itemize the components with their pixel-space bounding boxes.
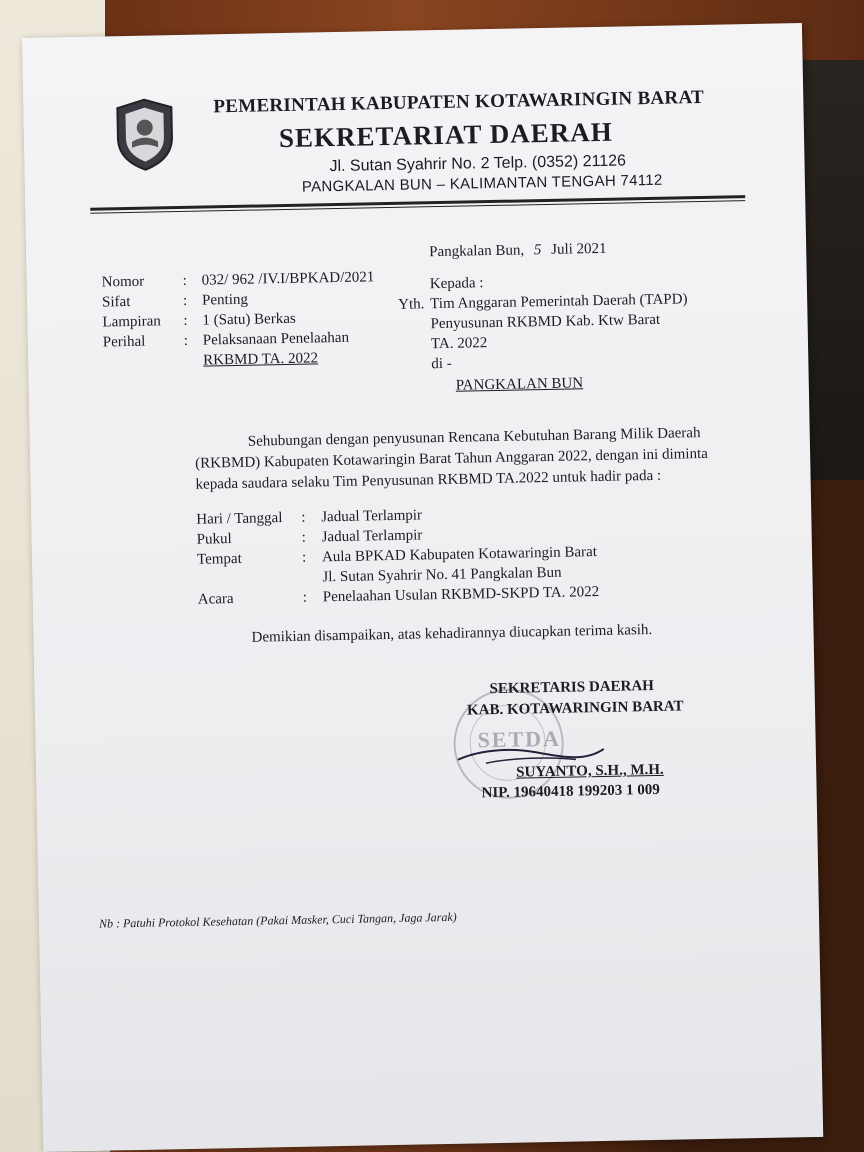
meta-nomor-label: Nomor: [101, 273, 145, 291]
signature-nip: NIP. 19640418 199203 1 009: [481, 781, 660, 802]
schedule-label: Tempat: [196, 550, 242, 568]
colon: :: [183, 312, 188, 329]
letterhead-address: Jl. Sutan Syahrir No. 2 Telp. (0352) 21126: [329, 152, 627, 176]
recipient-line-2: Penyusunan RKBMD Kab. Ktw Barat: [430, 311, 661, 333]
recipient-di: di -: [431, 355, 452, 373]
schedule-value: Jadual Terlampir: [321, 527, 423, 546]
meta-lampiran-label: Lampiran: [102, 313, 161, 331]
body-line-3: kepada saudara selaku Tim Penyusunan RKBMD TA.2022 untuk hadir pada :: [195, 467, 662, 493]
recipient-line-3: TA. 2022: [430, 335, 488, 353]
signature-title-2: KAB. KOTAWARINGIN BARAT: [466, 698, 684, 719]
meta-sifat-label: Sifat: [101, 293, 131, 311]
closing-text: Demikian disampaikan, atas kehadirannya diucapkan terima kasih.: [251, 622, 653, 646]
letter-date: [429, 241, 607, 261]
recipient-line-1: Tim Anggaran Pemerintah Daerah (TAPD): [430, 291, 688, 313]
signature-title-1: SEKRETARIS DAERAH: [489, 677, 655, 698]
colon: :: [182, 292, 188, 309]
colon: :: [182, 272, 188, 289]
schedule-value: Jadual Terlampir: [321, 507, 423, 526]
signature-name: SUYANTO, S.H., M.H.: [516, 761, 664, 781]
body-line-1: Sehubungan dengan penyusunan Rencana Kebutuhan Barang Milik Daerah: [247, 425, 701, 450]
date-day: 5: [533, 242, 542, 259]
health-protocol-note: Nb : Patuhi Protokol Kesehatan (Pakai Masker, Cuci Tangan, Jaga Jarak): [98, 909, 457, 931]
schedule-value-2: Jl. Sutan Syahrir No. 41 Pangkalan Bun: [322, 564, 562, 586]
stamp-text: SETDA: [477, 725, 562, 753]
recipient-place: PANGKALAN BUN: [455, 375, 584, 394]
colon: :: [301, 549, 307, 566]
body-line-2: (RKBMD) Kabupaten Kotawaringin Barat Tahun Anggaran 2022, dengan ini diminta: [195, 445, 708, 472]
schedule-label: Hari / Tanggal: [196, 510, 283, 528]
recipient-yth: Yth.: [398, 296, 425, 313]
colon: :: [302, 589, 308, 606]
meta-sifat-value: Penting: [201, 291, 249, 309]
schedule-value: Penelaahan Usulan RKBMD-SKPD TA. 2022: [322, 584, 600, 606]
schedule-label: Pukul: [196, 531, 232, 548]
letter-document: [22, 23, 823, 1152]
meta-perihal-value-2: RKBMD TA. 2022: [203, 350, 319, 369]
recipient-kepada: Kepada :: [429, 275, 484, 293]
date-month-year: Juli 2021: [551, 240, 607, 258]
schedule-value: Aula BPKAD Kabupaten Kotawaringin Barat: [321, 544, 598, 566]
meta-perihal-value: Pelaksanaan Penelaahan: [202, 329, 350, 349]
colon: :: [301, 509, 306, 526]
date-place: Pangkalan Bun,: [429, 242, 525, 261]
meta-nomor-value: 032/ 962 /IV.I/BPKAD/2021: [201, 269, 375, 289]
letterhead-office: SEKRETARIAT DAERAH: [278, 116, 614, 154]
letterhead-city: PANGKALAN BUN – KALIMANTAN TENGAH 74112: [301, 171, 663, 196]
colon: :: [301, 529, 306, 546]
meta-perihal-label: Perihal: [102, 333, 146, 351]
colon: :: [183, 332, 189, 349]
schedule-label: Acara: [197, 591, 234, 608]
letterhead-government: PEMERINTAH KABUPATEN KOTAWARINGIN BARAT: [213, 86, 705, 118]
meta-lampiran-value: 1 (Satu) Berkas: [202, 310, 296, 329]
